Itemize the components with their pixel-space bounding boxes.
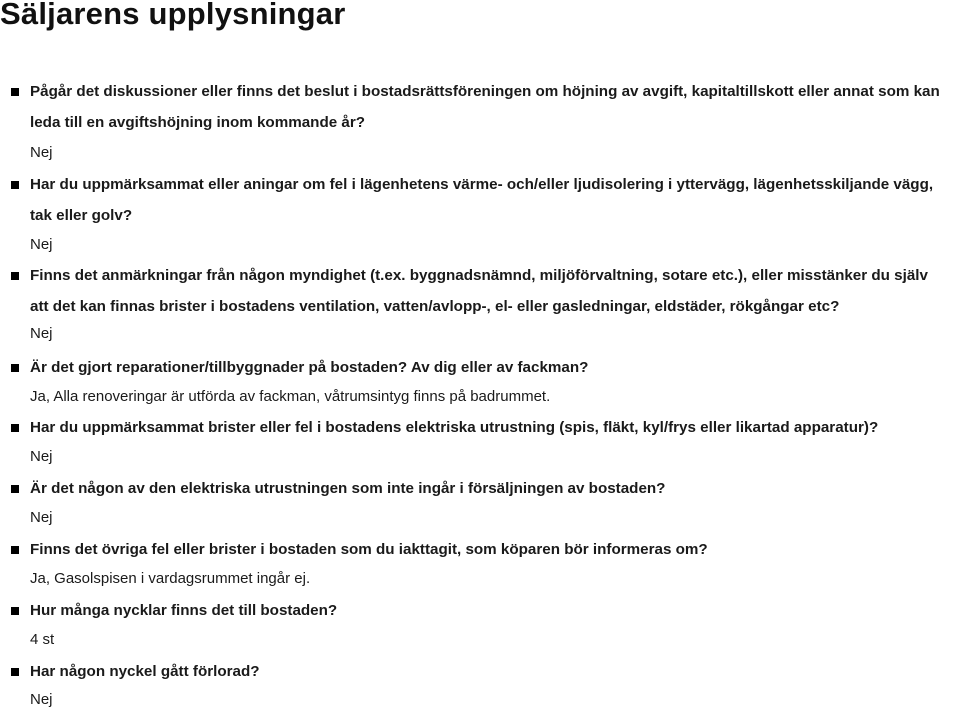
bullet-icon (11, 424, 19, 432)
question-text: Finns det övriga fel eller brister i bostaden som du iakttagit, som köparen bör informeras om? (30, 541, 708, 558)
bullet-icon (11, 607, 19, 615)
page-title: Säljarens upplysningar (0, 0, 346, 31)
question-text: Pågår det diskussioner eller finns det beslut i bostadsrättsföreningen om höjning av avgift, kapitaltillskott eller annat som kan leda till en avgiftshöjning inom kommande år? (30, 83, 940, 131)
question-7 (30, 534, 950, 565)
question-8 (30, 595, 950, 626)
answer-5: Nej (30, 448, 53, 465)
question-text: Har någon nyckel gått förlorad? (30, 663, 260, 680)
question-text: Är det någon av den elektriska utrustningen som inte ingår i försäljningen av bostaden? (30, 480, 666, 497)
answer-7: Ja, Gasolspisen i vardagsrummet ingår ej. (30, 570, 311, 587)
question-9 (30, 656, 950, 687)
answer-9: Nej (30, 691, 53, 708)
question-6 (30, 473, 950, 504)
answer-8: 4 st (30, 631, 55, 648)
answer-2: Nej (30, 236, 53, 253)
question-text: Är det gjort reparationer/tillbyggnader på bostaden? Av dig eller av fackman? (30, 359, 589, 376)
question-text: Finns det anmärkningar från någon myndighet (t.ex. byggnadsnämnd, miljöförvaltning, sotare etc.), eller misstänker du själv att det kan finnas brister i bostadens ventilation, vatten/avlopp-, el- eller gasledningar, eldstäder, rökgångar etc? (30, 267, 928, 315)
answer-3: Nej (30, 325, 53, 342)
question-3 (30, 260, 950, 322)
question-4 (30, 352, 950, 383)
question-1 (30, 76, 950, 138)
bullet-icon (11, 546, 19, 554)
question-2 (30, 169, 950, 231)
question-5 (30, 412, 950, 443)
question-text: Har du uppmärksammat brister eller fel i bostadens elektriska utrustning (spis, fläkt, kyl/frys eller likartad apparatur)? (30, 419, 879, 436)
bullet-icon (11, 485, 19, 493)
answer-1: Nej (30, 144, 53, 161)
question-text: Har du uppmärksammat eller aningar om fel i lägenhetens värme- och/eller ljudisolering i yttervägg, lägenhetsskiljande vägg, tak eller golv? (30, 176, 934, 224)
bullet-icon (11, 272, 19, 280)
bullet-icon (11, 181, 19, 189)
bullet-icon (11, 668, 19, 676)
question-text: Hur många nycklar finns det till bostaden? (30, 602, 338, 619)
answer-6: Nej (30, 509, 53, 526)
bullet-icon (11, 88, 19, 96)
answer-4: Ja, Alla renoveringar är utförda av fackman, våtrumsintyg finns på badrummet. (30, 388, 551, 405)
bullet-icon (11, 364, 19, 372)
